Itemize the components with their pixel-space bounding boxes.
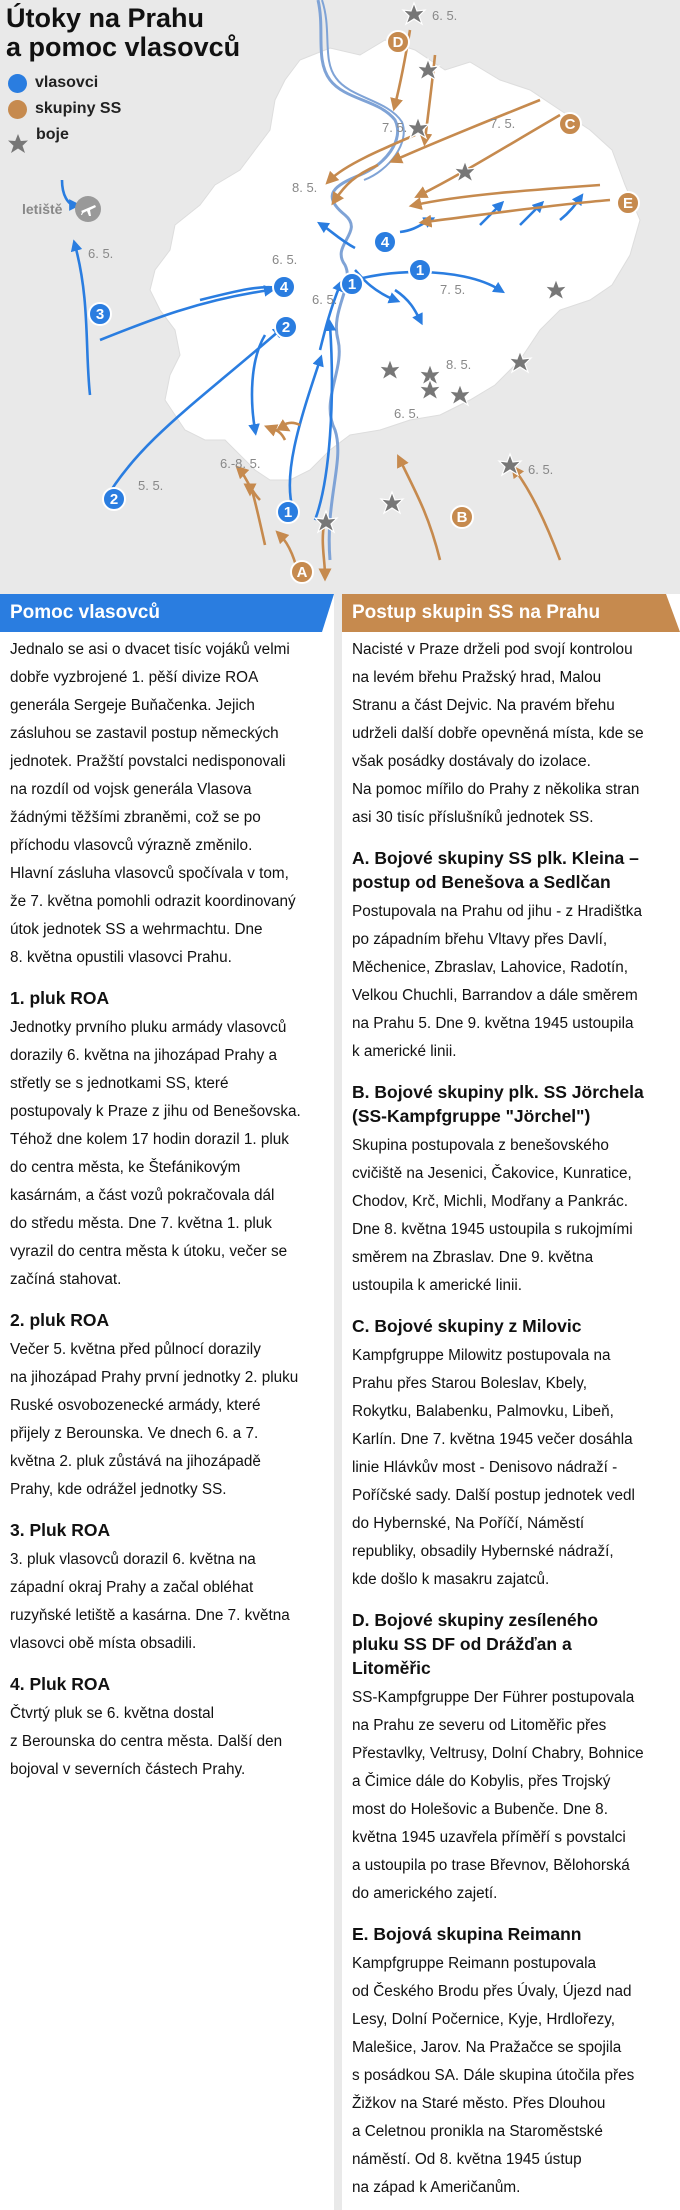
blue-dot-icon (8, 74, 27, 93)
section-text (10, 1700, 324, 1784)
text-line: na levém břehu Pražský hrad, Malou (352, 669, 602, 686)
map-legend (8, 70, 121, 148)
text-line: s posádkou SA. Dále skupina útočila přes (352, 2067, 635, 2084)
regiment-badge-1: 1 (408, 258, 432, 282)
legend-label: boje (36, 126, 69, 143)
text-line: po západním břehu Vltavy přes Davlí, (352, 931, 608, 948)
date-label: 7. 5. (490, 116, 516, 131)
date-label: 7. 5. (382, 120, 408, 135)
text-line: útok jednotek SS a wehrmachtu. Dne (10, 921, 263, 938)
section-title: 2. pluk ROA (10, 1310, 110, 1330)
text-line: asi 30 tisíc příslušníků jednotek SS. (352, 809, 594, 826)
regiment-badge-4: 4 (373, 230, 397, 254)
text-line: Hlavní zásluha vlasovců spočívala v tom, (10, 865, 289, 882)
ss-group-badge-b: B (450, 505, 474, 529)
airport-icon (75, 196, 101, 222)
text-line: do středu města. Dne 7. května 1. pluk (10, 1215, 272, 1232)
text-line: Jednotky prvního pluku armády vlasovců (10, 1019, 287, 1036)
text-line: do amerického zajetí. (352, 1885, 498, 1902)
text-line: Měchenice, Zbraslav, Lahovice, Radotín, (352, 959, 629, 976)
section-text (352, 1950, 670, 2202)
text-line: Lesy, Dolní Počernice, Kyje, Hrdlořezy, (352, 2011, 615, 2028)
section-text (10, 1546, 324, 1658)
date-label: 6. 5. (272, 252, 298, 267)
text-line: Chodov, Krč, Michli, Modřany a Pankrác. (352, 1193, 629, 1210)
text-line: ruzyňské letiště a kasárna. Dne 7. května (10, 1607, 290, 1624)
text-line: západní okraj Prahy a začal obléhat (10, 1579, 254, 1596)
date-label: 6. 5. (312, 292, 338, 307)
text-line: Karlín. Dne 7. května 1945 večer dosáhla (352, 1431, 633, 1448)
text-line: začíná stahovat. (10, 1271, 122, 1288)
brown-dot-icon (8, 100, 27, 119)
text-line: příchodu vlasovců výrazně změnilo. (10, 837, 253, 854)
text-line: Kampfgruppe Reimann postupovala (352, 1955, 597, 1972)
date-label: 6. 5. (88, 246, 114, 261)
section-title: 1. pluk ROA (10, 988, 110, 1008)
vlasov-route-3-a (75, 245, 90, 395)
section-text (352, 1684, 670, 1908)
ss-column-header: Postup skupin SS na Prahu (342, 594, 680, 632)
star-icon (403, 3, 425, 24)
text-line: 3. pluk vlasovců dorazil 6. května na (10, 1551, 256, 1568)
section-title (352, 1922, 670, 1946)
section-title (352, 1080, 670, 1128)
text-line: a Celetnou pronikla na Staroměstské (352, 2123, 603, 2140)
text-line: na Prahu ze severu od Litoměřic přes (352, 1717, 607, 1734)
text-line: Postupovala na Prahu od jihu - z Hradištka (352, 903, 642, 920)
date-label: 6. 5. (528, 462, 554, 477)
regiment-badge-2: 2 (274, 315, 298, 339)
ss-intro (352, 636, 670, 832)
text-line: Žižkov na Staré město. Přes Dlouhou (352, 2095, 606, 2112)
section-title: 3. Pluk ROA (10, 1520, 111, 1540)
section-title (352, 1314, 670, 1338)
text-line: Přestavlky, Veltrusy, Dolní Chabry, Bohnice (352, 1745, 644, 1762)
text-line: vlasovci obě místa obsadili. (10, 1635, 197, 1652)
vlasov-column-body (0, 632, 334, 1784)
section-text (352, 1342, 670, 1594)
text-line: cvičiště na Jesenici, Čakovice, Kunratice, (352, 1165, 632, 1182)
airport-label: letiště (22, 201, 63, 217)
text-line: na západ k Američanům. (352, 2179, 521, 2196)
text-line: vyrazil do centra města k útoku, večer se (10, 1243, 288, 1260)
text-line: náměstí. Od 8. května 1945 ústup (352, 2151, 582, 2168)
regiment-badge-1: 1 (276, 500, 300, 524)
text-line: Prahu přes Starou Boleslav, Kbely, (352, 1375, 587, 1392)
text-line: května 1945 uzavřela příměří s povstalci (352, 1829, 626, 1846)
date-label: 5. 5. (138, 478, 164, 493)
text-line: Skupina postupovala z benešovského (352, 1137, 609, 1154)
ss-route-b-1 (400, 460, 440, 560)
date-label: 7. 5. (440, 282, 466, 297)
vlasov-column (0, 594, 334, 2210)
date-label: 8. 5. (292, 180, 318, 195)
text-line: C. Bojové skupiny z Milovic (352, 1316, 582, 1336)
text-line: na jihozápad Prahy první jednotky 2. pluku (10, 1369, 299, 1386)
section-text (352, 898, 670, 1066)
legend-label: vlasovci (35, 74, 99, 91)
text-line: pluku SS DF od Drážďan a (352, 1634, 572, 1654)
regiment-badge-2: 2 (102, 487, 126, 511)
text-line: postup od Benešova a Sedlčan (352, 872, 611, 892)
text-line: D. Bojové skupiny zesíleného (352, 1610, 599, 1630)
text-line: most do Holešovic a Bubenče. Dne 8. (352, 1801, 608, 1818)
date-label: 6.-8. 5. (220, 456, 261, 471)
text-line: republiky, obsadily Hybernské nádraží, (352, 1543, 614, 1560)
text-line: Kampfgruppe Milowitz postupovala na (352, 1347, 611, 1364)
text-line: Téhož dne kolem 17 hodin dorazil 1. pluk (10, 1131, 289, 1148)
legend-label: skupiny SS (35, 100, 122, 117)
section-title: 4. Pluk ROA (10, 1674, 111, 1694)
section-text (10, 1014, 324, 1294)
regiment-badge-4: 4 (272, 275, 296, 299)
text-line: na Prahu 5. Dne 9. května 1945 ustoupila (352, 1015, 634, 1032)
text-line: přijely z Berounska. Ve dnech 6. a 7. (10, 1425, 259, 1442)
text-line: žádnými těžšími zbraněmi, což se po (10, 809, 261, 826)
text-line: B. Bojové skupiny plk. SS Jörchela (352, 1082, 644, 1102)
vlasov-intro (10, 636, 324, 972)
text-line: Prahy, kde odrážel jednotky SS. (10, 1481, 227, 1498)
ss-group-badge-e: E (616, 191, 640, 215)
text-line: Stranu a část Dejvic. Na pravém břehu (352, 697, 615, 714)
text-line: a Čimice dále do Kobylis, přes Trojský (352, 1773, 611, 1790)
text-line: Na pomoc mířilo do Prahy z několika stran (352, 781, 640, 798)
text-line: linie Hlávkův most - Denisovo nádraží - (352, 1459, 618, 1476)
date-label: 8. 5. (446, 357, 472, 372)
text-line: že 7. května pomohli odrazit koordinovaný (10, 893, 296, 910)
text-line: zásluhou se zastavil postup německých (10, 725, 279, 742)
text-line: směrem na Zbraslav. Dne 9. května (352, 1249, 594, 1266)
star-icon-slot (8, 125, 28, 145)
text-line: Ruské osvobozenecké armády, které (10, 1397, 261, 1414)
text-line: Poříčské sady. Další postup jednotek vedl (352, 1487, 635, 1504)
legend-item-boje (8, 122, 121, 148)
text-line: dorazily 6. května na jihozápad Prahy a (10, 1047, 278, 1064)
text-line: Jednalo se asi o dvacet tisíc vojáků velmi (10, 641, 290, 658)
ss-sections (352, 846, 670, 2202)
section-text (10, 1336, 324, 1504)
date-label: 6. 5. (394, 406, 420, 421)
star-icon (381, 492, 403, 513)
text-line: ustoupila k americké linii. (352, 1277, 523, 1294)
text-line: Čtvrtý pluk se 6. května dostal (10, 1705, 215, 1722)
section-title (352, 846, 670, 894)
text-line: generála Sergeje Buňačenka. Jejich (10, 697, 255, 714)
legend-item-skupiny-ss (8, 96, 121, 122)
text-line: SS-Kampfgruppe Der Führer postupovala (352, 1689, 635, 1706)
text-line: Večer 5. května před půlnocí dorazily (10, 1341, 261, 1358)
vlasov-route-3-c (62, 180, 75, 205)
text-line: však posádky dostávaly do izolace. (352, 753, 591, 770)
text-line: do centra města, ke Štefánikovým (10, 1159, 241, 1176)
map-title: Útoky na Prahu a pomoc vlasovců (6, 3, 241, 62)
text-line: E. Bojová skupina Reimann (352, 1924, 582, 1944)
ss-group-badge-a: A (290, 560, 314, 584)
ss-route-b-2 (515, 470, 560, 560)
text-line: (SS-Kampfgruppe "Jörchel") (352, 1106, 591, 1126)
text-line: Rokytku, Balabenku, Palmovku, Libeň, (352, 1403, 614, 1420)
ss-column (342, 594, 680, 2210)
text-line: Dne 8. května 1945 ustoupila s rukojmími (352, 1221, 633, 1238)
ss-route-a-3 (240, 470, 260, 500)
ss-group-badge-d: D (386, 30, 410, 54)
text-line: bojoval v severních částech Prahy. (10, 1761, 246, 1778)
map-panel (0, 0, 680, 588)
text-line: A. Bojové skupiny SS plk. Kleina – (352, 848, 639, 868)
legend-item-vlasovci (8, 70, 121, 96)
vlasov-sections (10, 986, 324, 1784)
text-line: 8. května opustili vlasovci Prahu. (10, 949, 232, 966)
text-line: Litoměřic (352, 1658, 431, 1678)
text-line: kde došlo k masakru zajatců. (352, 1571, 550, 1588)
regiment-badge-3: 3 (88, 302, 112, 326)
text-line: postupovaly k Praze z jihu od Benešovska. (10, 1103, 301, 1120)
text-line: k americké linii. (352, 1043, 457, 1060)
text-line: Malešice, Jarov. Na Pražačce se spojila (352, 2039, 622, 2056)
text-line: od Českého Brodu přes Úvaly, Újezd nad (352, 1983, 632, 2000)
text-line: z Berounska do centra města. Další den (10, 1733, 283, 1750)
date-label: 6. 5. (432, 8, 458, 23)
ss-group-badge-c: C (558, 112, 582, 136)
text-line: Nacisté v Praze drželi pod svojí kontrolou (352, 641, 633, 658)
text-line: na rozdíl od vojsk generála Vlasova (10, 781, 252, 798)
section-text (352, 1132, 670, 1300)
text-line: května 2. pluk zůstává na jihozápadě (10, 1453, 261, 1470)
text-line: do Hybernské, Na Poříčí, Náměstí (352, 1515, 585, 1532)
text-line: jednotek. Pražští povstalci nedisponovali (10, 753, 286, 770)
text-line: střetly se s jednotkami SS, které (10, 1075, 229, 1092)
text-line: kasárnám, a část vozů pokračovala dál (10, 1187, 275, 1204)
text-line: Velkou Chuchli, Barrandov a dále směrem (352, 987, 638, 1004)
text-line: a ustoupila po trase Břevnov, Bělohorská (352, 1857, 630, 1874)
text-line: dobře vyzbrojené 1. pěší divize ROA (10, 669, 259, 686)
regiment-badge-1: 1 (340, 272, 364, 296)
ss-column-body (342, 632, 680, 2202)
text-line: udrželi další dobře opevněná místa, kde se (352, 725, 644, 742)
section-title (352, 1608, 670, 1680)
vlasov-column-header: Pomoc vlasovců (0, 594, 322, 632)
